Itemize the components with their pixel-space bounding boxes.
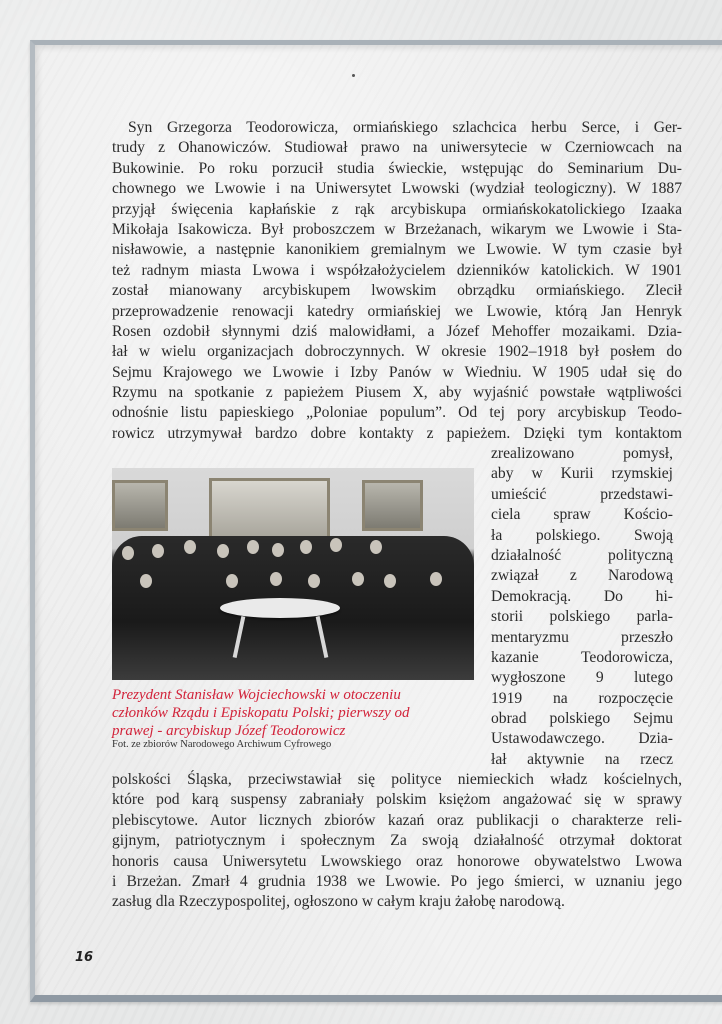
text-line: trudy z Ohanowiczów. Studiował prawo na uniwersytecie w Czerniowcach na <box>112 139 682 157</box>
person-head <box>140 574 152 588</box>
photo-credit: Fot. ze zbiorów Narodowego Archiwum Cyfrowego <box>112 739 332 750</box>
person-head <box>430 572 442 586</box>
text-line: Sejmu Krajowego we Lwowie i Izby Panów w Wiedniu. W 1905 udał się do <box>112 363 682 381</box>
body-text-right-column <box>491 444 673 770</box>
text-line: Ustawodawczego. Dzia- <box>491 730 673 748</box>
text-line: gijnym, patriotycznym i społecznym Za swoją działalność otrzymał doktorat <box>112 832 682 850</box>
text-line: przeprowadzenie renowacji katedry ormiańskiej we Lwowie, którą Jan Henryk <box>112 302 682 320</box>
person-head <box>352 572 364 586</box>
person-head <box>384 574 396 588</box>
text-line: ła polskiego. Swoją <box>491 526 673 544</box>
text-line: rowicz utrzymywał bardzo dobre kontakty z papieżem. Dzięki tym kontaktom <box>112 424 682 442</box>
photo-caption <box>112 686 472 740</box>
text-line: odnośnie listu papieskiego „Poloniae populum”. Od tej pory arcybiskup Teodo- <box>112 404 682 422</box>
text-line: Demokracją. Do hi- <box>491 587 673 605</box>
text-line: Syn Grzegorza Teodorowicza, ormiańskiego szlachcica herbu Serce, i Ger- <box>128 119 682 136</box>
round-table <box>220 598 340 618</box>
text-line: łał w wielu organizacjach dobroczynnych. W okresie 1902–1918 był posłem do <box>112 343 682 361</box>
person-head <box>217 544 229 558</box>
text-line: działalność polityczną <box>491 546 673 564</box>
person-head <box>272 543 284 557</box>
text-line: plebiscytowe. Autor licznych zbiorów kazań oraz publikacji o charakterze reli- <box>112 811 682 829</box>
text-line: związał z Narodową <box>491 567 673 585</box>
wall-painting-right <box>362 480 423 531</box>
text-line: też radnym miasta Lwowa i współzałożycielem dzienników katolickich. W 1901 <box>112 261 682 279</box>
text-line: kazanie Teodorowicza, <box>491 648 673 666</box>
person-head <box>184 540 196 554</box>
person-head <box>370 540 382 554</box>
text-line: zasług dla Rzeczypospolitej, ogłoszono w całym kraju żałobę narodową. <box>112 893 565 911</box>
text-line: ciela spraw Kościo- <box>491 506 673 524</box>
text-line: i Brzeżan. Zmarł 4 grudnia 1938 we Lwowie. Po jego śmierci, w uznaniu jego <box>112 872 682 890</box>
person-head <box>330 538 342 552</box>
text-line: chownego we Lwowie i na Uniwersytet Lwowski (wydział teologiczny). W 1887 <box>112 180 682 198</box>
text-line: został mianowany arcybiskupem lwowskim obrządku ormiańskiego. Zlecił <box>112 282 682 300</box>
caption-line: prawej - arcybiskup Józef Teodorowicz <box>112 723 346 739</box>
caption-line: Prezydent Stanisław Wojciechowski w otoczeniu <box>112 687 401 703</box>
text-line: które pod karą suspensy zabraniały polskim księżom angażować się w sprawy <box>112 791 682 809</box>
text-line: wygłoszone 9 lutego <box>491 669 673 687</box>
text-line: Rzymu na spotkanie z papieżem Piusem X, aby wyjaśnić powstałe wątpliwości <box>112 384 682 402</box>
text-line: Rosen ozdobił słynnymi dziś malowidłami, a Józef Mehoffer mozaikami. Dzia- <box>112 322 682 340</box>
text-line: storii polskiego parla- <box>491 608 673 626</box>
decorative-dot <box>352 74 355 77</box>
text-line: umieścić przedstawi- <box>491 485 673 503</box>
text-line: przyjął święcenia kapłańskie z rąk arcybiskupa ormiańskokatolickiego Izaaka <box>112 200 682 218</box>
text-line: łał aktywnie na rzecz <box>491 750 673 768</box>
body-text-top <box>112 118 682 444</box>
page-number: 16 <box>75 950 94 965</box>
wall-painting-left <box>112 480 168 531</box>
body-text-bottom <box>112 770 682 913</box>
historical-group-photo <box>112 468 474 680</box>
person-head <box>300 540 312 554</box>
text-line: Bukowinie. Po roku porzucił studia świeckie, wstępując do Seminarium Du- <box>112 159 682 177</box>
person-head <box>247 540 259 554</box>
person-head <box>308 574 320 588</box>
text-line: nisławowie, a następnie kanonikiem gremialnym we Lwowie. W tym czasie był <box>112 241 682 259</box>
caption-line: członków Rządu i Episkopatu Polski; pierwszy od <box>112 705 410 721</box>
person-head <box>226 574 238 588</box>
person-head <box>122 546 134 560</box>
text-line: Mikołaja Isakowicza. Był proboszczem w Brzeżanach, wikarym we Lwowie i Sta- <box>112 220 682 238</box>
person-head <box>270 572 282 586</box>
person-head <box>152 544 164 558</box>
text-line: polskości Śląska, przeciwstawiał się polityce niemieckich władz kościelnych, <box>112 771 682 788</box>
text-line: mentaryzmu przeszło <box>491 628 673 646</box>
text-line: zrealizowano pomysł, <box>491 445 673 462</box>
text-line: aby w Kurii rzymskiej <box>491 465 673 483</box>
text-line: honoris causa Uniwersytetu Lwowskiego oraz honorowe obywatelstwo Lwowa <box>112 852 682 870</box>
text-line: obrad polskiego Sejmu <box>491 710 673 728</box>
text-line: 1919 na rozpoczęcie <box>491 689 673 707</box>
